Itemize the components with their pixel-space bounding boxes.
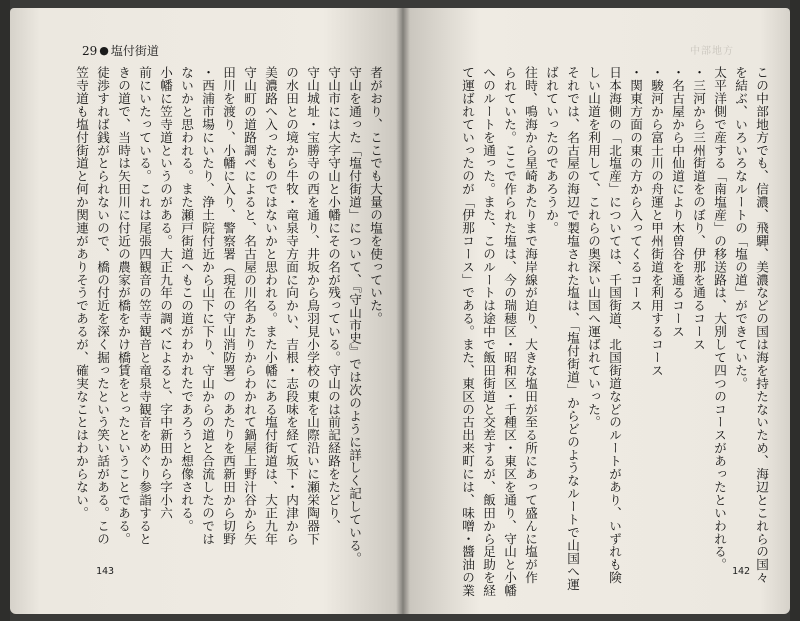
faint-running-head: 中部地方 [690, 46, 734, 57]
text-column: ・三河から三州街道をのぼり、伊那を通るコース [691, 66, 706, 351]
text-column: 小幡に笠寺道というのがある。大正九年の調べによると、字中新田から字小六 [158, 66, 173, 520]
text-column: ・名古屋から中仙道により木曽谷を通るコース [670, 66, 685, 338]
text-column: ないかと思われる。また瀬戸街道へもこの道がわかれたであろうと想像される。 [179, 66, 194, 533]
text-column: それでは、名古屋の海辺で製塩された塩は、「塩付街道」からどのようなルートで山国へ運 [565, 66, 580, 591]
text-column: しい山道を利用して、これらの奥深い山国へ運ばれていった。 [586, 66, 601, 429]
text-column: ・西浦市場にいたり、浄土院付近から山下に下り、守山からの道と合流したのでは [200, 66, 215, 546]
bullet-icon: ● [99, 44, 109, 57]
text-column: 者がおり、ここでも大量の塩を使っていた。 [368, 66, 383, 325]
text-column: 往時、鳴海から星崎あたりまで海岸線が迫り、大きな塩田が至る所にあって盛んに塩が作 [523, 66, 538, 584]
text-column: 美濃路へ入ったものではないかと思われる。また小幡にある塩付街道は、大正九年 [263, 66, 278, 546]
text-column: この中部地方でも、信濃、飛驒、美濃などの国は海を持たないため、海辺とこれらの国々 [754, 66, 769, 584]
text-column: 前にいたっている。これは尾張四観音の笠寺観音と竜泉寺観音をめぐり参詣すると [137, 66, 152, 546]
text-column: 守山町の道路調べによると、名古屋の川名あたりからわかれて鍋屋上野汁谷から矢 [242, 66, 257, 546]
chapter-number: 29 [82, 43, 98, 58]
text-column: 守山を通った「塩付街道」について、『守山市史』では次のように詳しく記している。 [347, 66, 362, 565]
text-column: ・関東方面の東の方から入ってくるコース [628, 66, 643, 313]
text-column: の水田との境から牛牧・竜泉寺方面に向かい、吉根・志段味を経て坂下・内津から [284, 66, 299, 546]
right-edge-shadow [790, 0, 800, 621]
book-gutter [396, 8, 410, 614]
text-column: 守山市には大字守山と小幡にその名が残っている。守山のは前記経路をたどり、 [326, 66, 341, 533]
chapter-title: 塩付街道 [110, 44, 159, 58]
left-edge-shadow [0, 0, 10, 621]
running-header [82, 42, 159, 59]
text-column: へのルートを通った。また、このルートは途中で飯田街道と交差するが、飯田から足助を経 [481, 66, 496, 597]
text-column: を結ぶ、いろいろなルートの「塩の道」ができていた。 [733, 66, 748, 390]
right-page-number: 142 [732, 566, 751, 577]
text-column: 徒渉すれば銭がとられないので、橋の付近を深く掘ったという笑い話がある。この [95, 66, 110, 546]
text-column: ・駿河から富士川の舟運と甲州街道を利用するコース [649, 66, 664, 377]
text-column: て運ばれていったのが「伊那コース」である。また、東区の古出来町には、味噌・醬油の業 [460, 66, 475, 597]
left-page-text [70, 66, 386, 565]
text-column: 田川を渡り、小幡に入り、警察署（現在の守山消防署）のあたりを西新田から切野 [221, 66, 236, 546]
text-column: られていた。ここで作られた塩は、今の瑞穂区・昭和区・千種区・東区を通り、守山と小幡 [502, 66, 517, 597]
text-column: ばれていったのであろうか。 [544, 66, 559, 235]
text-column: きの道で、当時は矢田川に付近の農家が橋をかけ橋賃をとったということである。 [116, 66, 131, 546]
left-page-number: 143 [96, 566, 115, 577]
text-column: 笠寺道も塩付街道と何か関連がありそうであるが、確実なことはわからない。 [74, 66, 89, 520]
text-column: 守山城址・宝勝寺の西を通り、井坂から鳥羽見小学校の東を山際沿いに瀬栄陶器下 [305, 66, 320, 546]
text-column: 日本海側の「北塩産」については、千国街道、北国街道などのルートがあり、いずれも険 [607, 66, 622, 584]
text-column: 太平洋側で産する「南塩産」の移送路は、大別して四つのコースがあったといわれる。 [712, 66, 727, 572]
